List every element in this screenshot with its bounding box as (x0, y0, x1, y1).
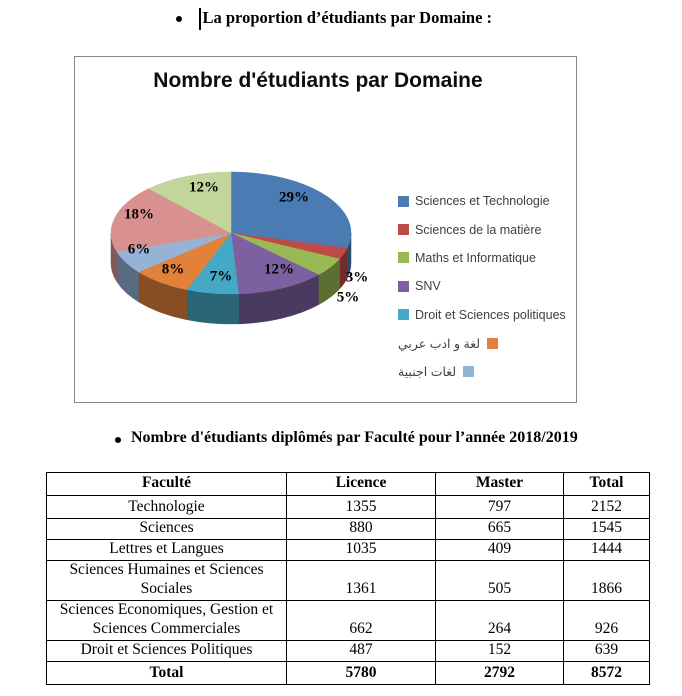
table-cell[interactable]: 5780 (287, 661, 436, 684)
table-header-cell[interactable]: Faculté (47, 473, 287, 496)
table-cell[interactable]: 1444 (564, 540, 650, 561)
pie-percent-label: 6% (127, 241, 151, 258)
bullet-icon (176, 16, 182, 22)
table-cell[interactable]: Sciences Humaines et Sciences Sociales (47, 561, 287, 601)
table-cell[interactable]: 1355 (287, 496, 436, 519)
table-row (47, 540, 650, 561)
table-cell[interactable]: 1545 (564, 519, 650, 540)
table-cell[interactable]: 264 (436, 600, 564, 640)
text-cursor (199, 8, 201, 30)
table-header-cell[interactable]: Total (564, 473, 650, 496)
table-cell[interactable]: 1035 (287, 540, 436, 561)
legend-label: Droit et Sciences politiques (415, 307, 566, 322)
table-cell[interactable]: 505 (436, 561, 564, 601)
table-cell[interactable]: 2152 (564, 496, 650, 519)
heading-diplomes[interactable] (115, 429, 578, 447)
table-cell[interactable]: Droit et Sciences Politiques (47, 640, 287, 661)
table-cell[interactable]: 797 (436, 496, 564, 519)
legend-item (398, 187, 566, 215)
table-cell[interactable]: 1866 (564, 561, 650, 601)
table-cell[interactable]: 2792 (436, 661, 564, 684)
legend-item (398, 301, 566, 329)
heading-proportion[interactable] (176, 8, 492, 30)
pie-percent-label: 7% (209, 268, 233, 285)
legend-label: SNV (415, 279, 441, 294)
legend-marker-icon (398, 309, 409, 320)
table-cell[interactable]: 1361 (287, 561, 436, 601)
legend-marker-icon (398, 224, 409, 235)
pie-percent-label: 3% (345, 269, 369, 286)
legend-item (398, 244, 566, 272)
table-cell[interactable]: 880 (287, 519, 436, 540)
table-row (47, 600, 650, 640)
legend-label: Sciences et Technologie (415, 194, 550, 209)
pie-chart-object[interactable] (74, 56, 577, 403)
legend-label: Sciences de la matière (415, 222, 542, 237)
table-row (47, 496, 650, 519)
table-cell[interactable]: Total (47, 661, 287, 684)
table-cell[interactable]: 662 (287, 600, 436, 640)
heading-diplomes-text: Nombre d'étudiants diplômés par Faculté pour l’année 2018/2019 (131, 429, 578, 446)
table-cell[interactable]: Sciences (47, 519, 287, 540)
pie-percent-label: 29% (279, 189, 309, 206)
legend-marker-icon (398, 196, 409, 207)
legend-item (398, 357, 566, 385)
bullet-icon (115, 437, 121, 443)
table-row (47, 561, 650, 601)
table-row (47, 661, 650, 684)
pie-percent-label: 12% (264, 261, 294, 278)
chart-title: Nombre d'étudiants par Domaine (153, 69, 483, 92)
table-cell[interactable]: 487 (287, 640, 436, 661)
legend-marker-icon (398, 252, 409, 263)
table-cell[interactable]: 926 (564, 600, 650, 640)
chart-legend (398, 187, 566, 386)
table-cell[interactable]: 152 (436, 640, 564, 661)
table-row (47, 519, 650, 540)
table-cell[interactable]: 8572 (564, 661, 650, 684)
pie-percent-label: 18% (124, 206, 154, 223)
table-header-cell[interactable]: Licence (287, 473, 436, 496)
table-cell[interactable]: 639 (564, 640, 650, 661)
table-cell[interactable]: 665 (436, 519, 564, 540)
table-header-row (47, 473, 650, 496)
legend-item (398, 329, 566, 357)
table-cell[interactable]: Technologie (47, 496, 287, 519)
legend-marker-icon (398, 281, 409, 292)
table-row (47, 640, 650, 661)
legend-label: لغات اجنبية (398, 365, 457, 380)
table-header-cell[interactable]: Master (436, 473, 564, 496)
heading-proportion-text: La proportion d’étudiants par Domaine : (202, 8, 493, 27)
legend-item (398, 215, 566, 243)
table-cell[interactable]: Lettres et Langues (47, 540, 287, 561)
pie-percent-label: 12% (189, 179, 219, 196)
table-cell[interactable]: 409 (436, 540, 564, 561)
pie-slice-side (187, 290, 239, 324)
pie-percent-label: 8% (161, 261, 185, 278)
pie-percent-label: 5% (336, 289, 360, 306)
faculty-table[interactable] (46, 472, 650, 685)
legend-item (398, 272, 566, 300)
legend-marker-icon (463, 366, 474, 377)
table-cell[interactable]: Sciences Economiques, Gestion et Sciences Commerciales (47, 600, 287, 640)
legend-label: Maths et Informatique (415, 250, 536, 265)
legend-marker-icon (487, 338, 498, 349)
legend-label: لغة و ادب عربي (398, 336, 481, 351)
